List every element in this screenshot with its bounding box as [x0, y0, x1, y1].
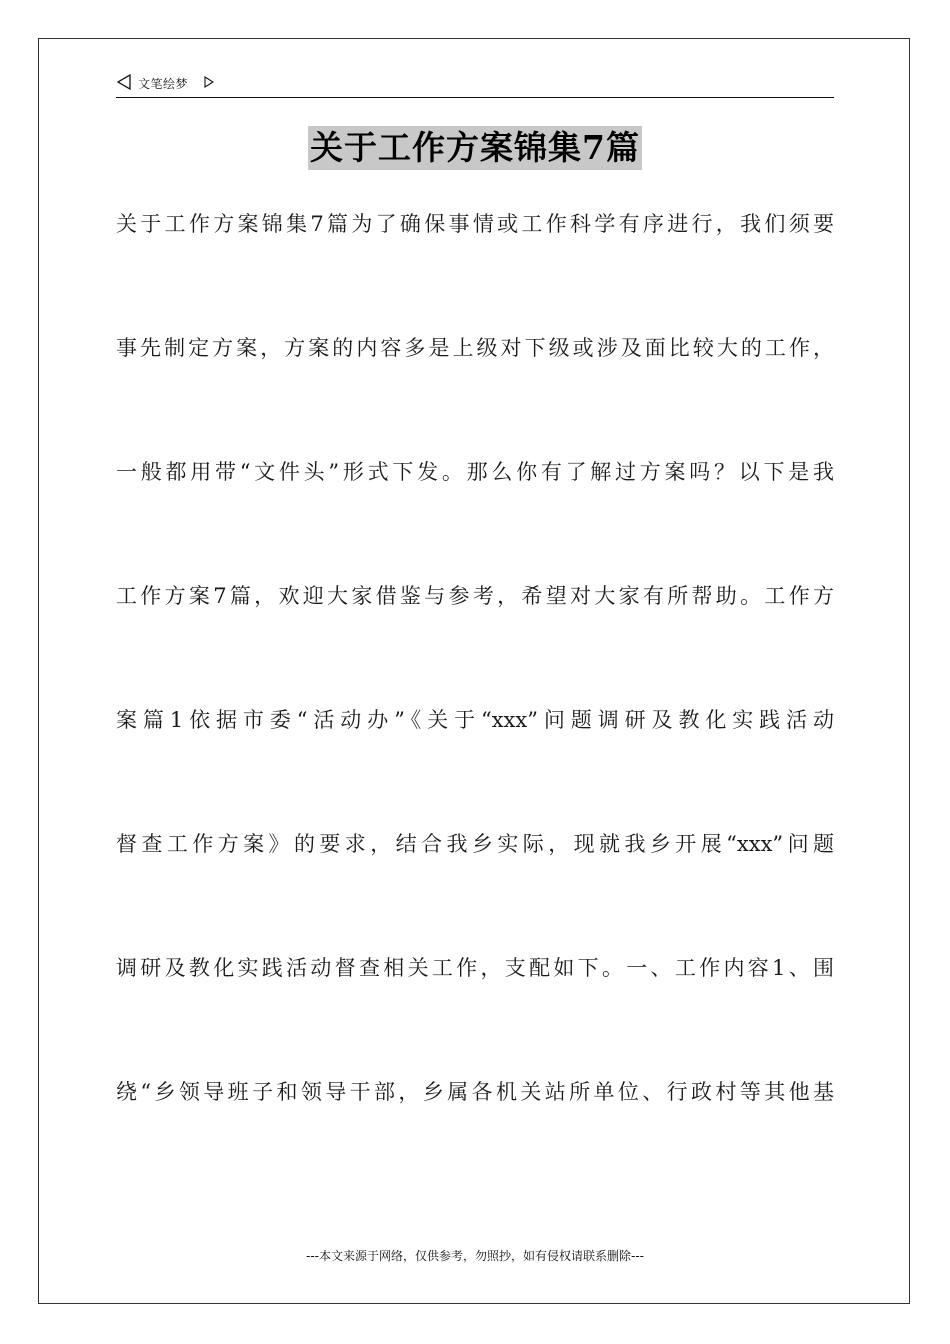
document-body — [116, 205, 834, 1197]
body-line: 绕“乡领导班子和领导干部，乡属各机关站所单位、行政村等其他基 — [116, 1080, 834, 1104]
body-line: 一般都用带“文件头”形式下发。那么你有了解过方案吗？以下是我 — [116, 460, 834, 484]
page-header — [116, 72, 834, 98]
header-title: 文笔绘梦 — [138, 77, 189, 91]
body-line: 调研及教化实践活动督查相关工作，支配如下。一、工作内容1、围 — [116, 956, 834, 980]
triangle-right-small-icon — [204, 76, 214, 88]
triangle-left-outline-icon — [116, 74, 132, 90]
body-line: 事先制定方案，方案的内容多是上级对下级或涉及面比较大的工作， — [116, 336, 834, 360]
document-title: 关于工作方案锦集7篇 — [308, 126, 642, 170]
document-title-wrapper — [0, 126, 950, 170]
page-footer: ---本文来源于网络，仅供参考，勿照抄，如有侵权请联系删除--- — [306, 1249, 644, 1263]
body-line: 案篇1依据市委“活动办”《关于“xxx”问题调研及教化实践活动 — [116, 708, 834, 732]
body-line: 督查工作方案》的要求，结合我乡实际，现就我乡开展“xxx”问题 — [116, 832, 834, 856]
body-line: 工作方案7篇，欢迎大家借鉴与参考，希望对大家有所帮助。工作方 — [116, 584, 834, 608]
body-line: 关于工作方案锦集7篇为了确保事情或工作科学有序进行，我们须要 — [116, 212, 834, 236]
